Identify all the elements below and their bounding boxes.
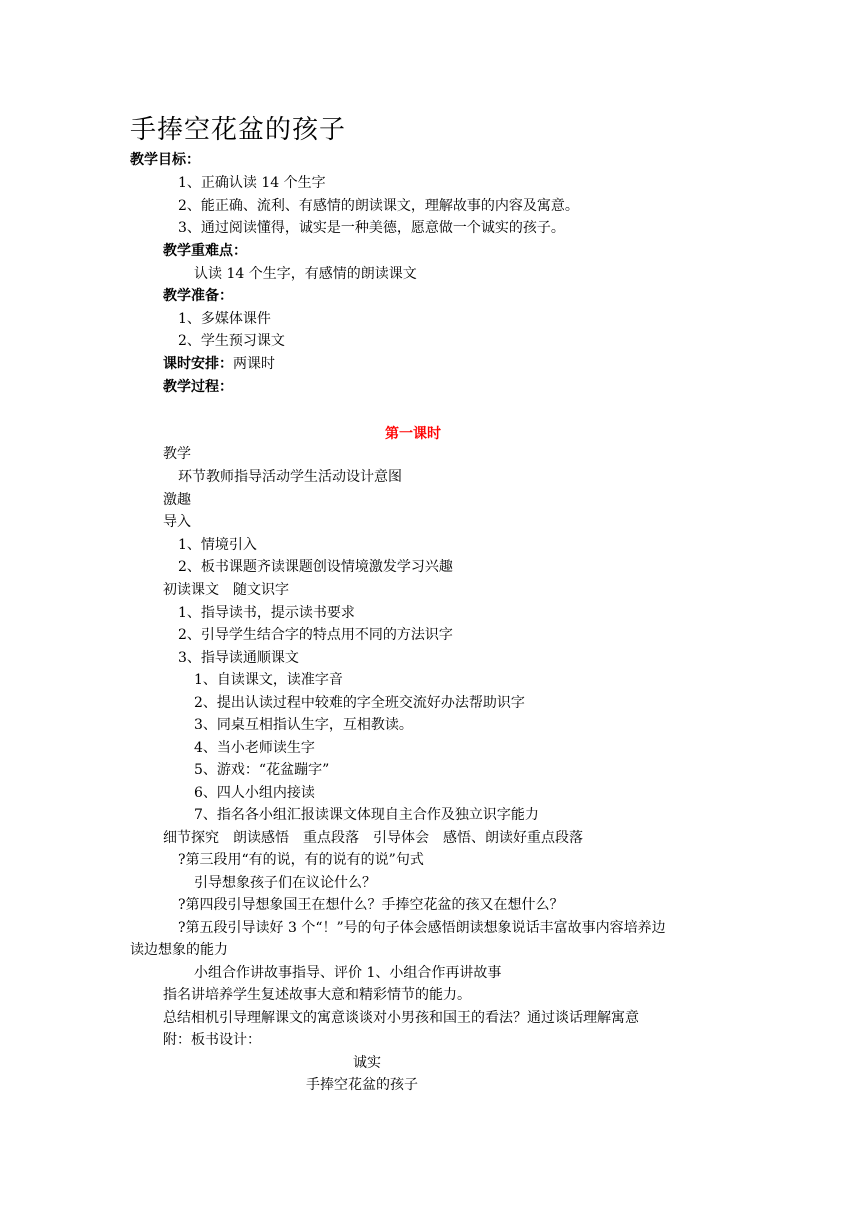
goal-item: 3、通过阅读懂得，诚实是一种美德，愿意做一个诚实的孩子。: [178, 220, 565, 236]
goal-item: 1、正确认读 14 个生字: [178, 175, 326, 191]
board-design-line: 手捧空花盆的孩子: [306, 1077, 418, 1093]
body-line: 3、同桌互相指认生字，互相教读。: [194, 717, 413, 733]
body-line: 3、指导读通顺课文: [178, 650, 299, 666]
body-line: 1、指导读书，提示读书要求: [178, 605, 355, 621]
process-heading: 教学过程：: [163, 379, 233, 395]
body-line: 1、自读课文，读准字音: [194, 672, 343, 688]
body-line: 指名讲培养学生复述故事大意和精彩情节的能力。: [163, 987, 471, 1003]
body-line: 读边想象的能力: [130, 942, 228, 958]
body-line: 激趣: [163, 492, 191, 508]
body-line: 细节探究 朗读感悟 重点段落 引导体会 感悟、朗读好重点段落: [163, 830, 583, 846]
preparation-item: 2、学生预习课文: [178, 333, 285, 349]
body-line: 小组合作讲故事指导、评价 1、小组合作再讲故事: [194, 965, 502, 981]
body-line: 环节教师指导活动学生活动设计意图: [178, 469, 402, 485]
goal-item: 2、能正确、流利、有感情的朗读课文，理解故事的内容及寓意。: [178, 198, 579, 214]
body-line: ?第四段引导想象国王在想什么？手捧空花盆的孩又在想什么？: [178, 897, 564, 913]
document-title: 手捧空花盆的孩子: [130, 115, 347, 145]
body-line: 初读课文 随文识字: [163, 582, 289, 598]
schedule-line: [163, 354, 275, 374]
body-line: 2、提出认读过程中较难的字全班交流好办法帮助识字: [194, 695, 525, 711]
body-line: 1、情境引入: [178, 537, 257, 553]
goals-heading: 教学目标：: [130, 152, 200, 168]
preparation-item: 1、多媒体课件: [178, 311, 271, 327]
board-design-line: 诚实: [353, 1055, 381, 1071]
body-line: 5、游戏：“花盆蹦字”: [194, 762, 330, 778]
body-line: 4、当小老师读生字: [194, 740, 315, 756]
key-points-heading: 教学重难点：: [163, 243, 247, 259]
preparation-heading: 教学准备：: [163, 288, 233, 304]
lesson-title: 第一课时: [385, 426, 441, 442]
body-line: 7、指名各小组汇报读课文体现自主合作及独立识字能力: [194, 807, 539, 823]
body-line: ?第五段引导读好 3 个“！”号的句子体会感悟朗读想象说话丰富故事内容培养边: [178, 920, 666, 936]
body-line: 教学: [163, 446, 191, 462]
schedule-value: 两课时: [233, 356, 275, 372]
body-line: 2、引导学生结合字的特点用不同的方法识字: [178, 627, 453, 643]
body-line: 2、板书课题齐读课题创设情境激发学习兴趣: [178, 559, 453, 575]
key-points-text: 认读 14 个生字，有感情的朗读课文: [194, 266, 417, 282]
body-line: 导入: [163, 514, 191, 530]
body-line: 引导想象孩子们在议论什么？: [194, 875, 376, 891]
body-line: 总结相机引导理解课文的寓意谈谈对小男孩和国王的看法？通过谈话理解寓意: [163, 1010, 639, 1026]
schedule-heading: 课时安排：: [163, 356, 233, 372]
body-line: 6、四人小组内接读: [194, 785, 315, 801]
body-line: ?第三段用“有的说，有的说有的说”句式: [178, 852, 424, 868]
body-line: 附：板书设计：: [163, 1032, 261, 1048]
